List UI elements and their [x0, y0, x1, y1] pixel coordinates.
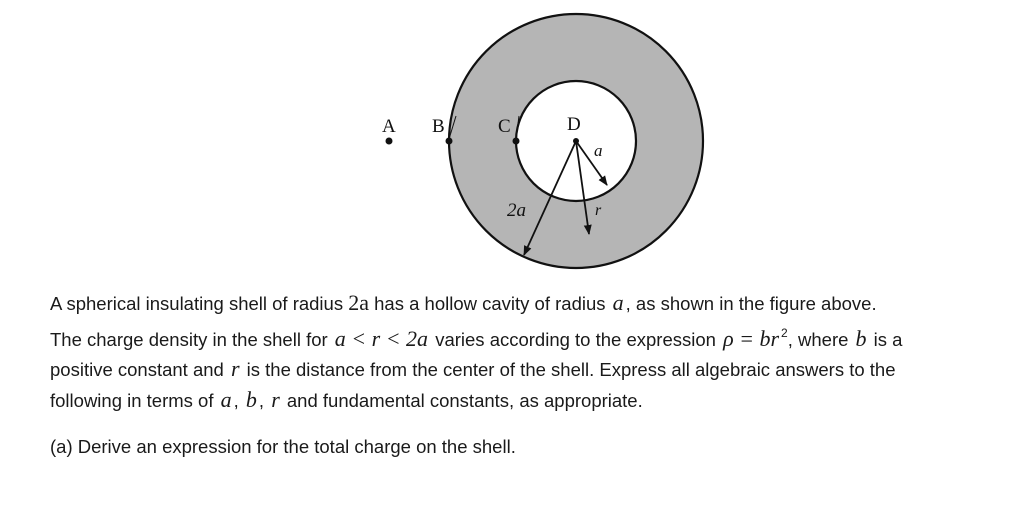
point-a-label: A — [382, 116, 396, 137]
problem-line-4: following in terms of a , b , r and fundamental constants, as appropriate. — [50, 386, 643, 412]
math-r-2: r — [271, 386, 280, 412]
math-density: ρ = br — [723, 325, 780, 351]
radius-a-label: a — [594, 141, 603, 160]
math-range: a < r < 2a — [334, 325, 429, 351]
point-d-label: D — [567, 114, 581, 135]
problem-line-2: The charge density in the shell for a < r < 2a varies according to the expression ρ = br $^2$, where b is a — [50, 325, 903, 351]
math-2a: 2a — [348, 290, 369, 315]
math-b-2: b — [245, 386, 257, 412]
math-r: r — [230, 356, 240, 381]
problem-line-1: A spherical insulating shell of radius 2a has a hollow cavity of radius a , as shown in the figure above. — [50, 290, 877, 315]
radius-2a-label: 2a — [507, 200, 526, 221]
question-part-a: (a) Derive an expression for the total charge on the shell. — [50, 436, 516, 457]
math-b: b — [855, 325, 867, 351]
math-density-exponent: 2 — [781, 325, 788, 340]
problem-statement — [50, 288, 1020, 415]
point-b-label: B — [432, 116, 445, 137]
math-a-2: a — [220, 386, 232, 412]
point-a-dot — [386, 138, 393, 145]
radius-r-label: r — [595, 202, 602, 219]
problem-line-3: positive constant and r is the distance from the center of the shell. Express all algebraic answers to the — [50, 356, 896, 381]
math-a: a — [612, 290, 624, 315]
point-c-label: C — [498, 116, 511, 137]
